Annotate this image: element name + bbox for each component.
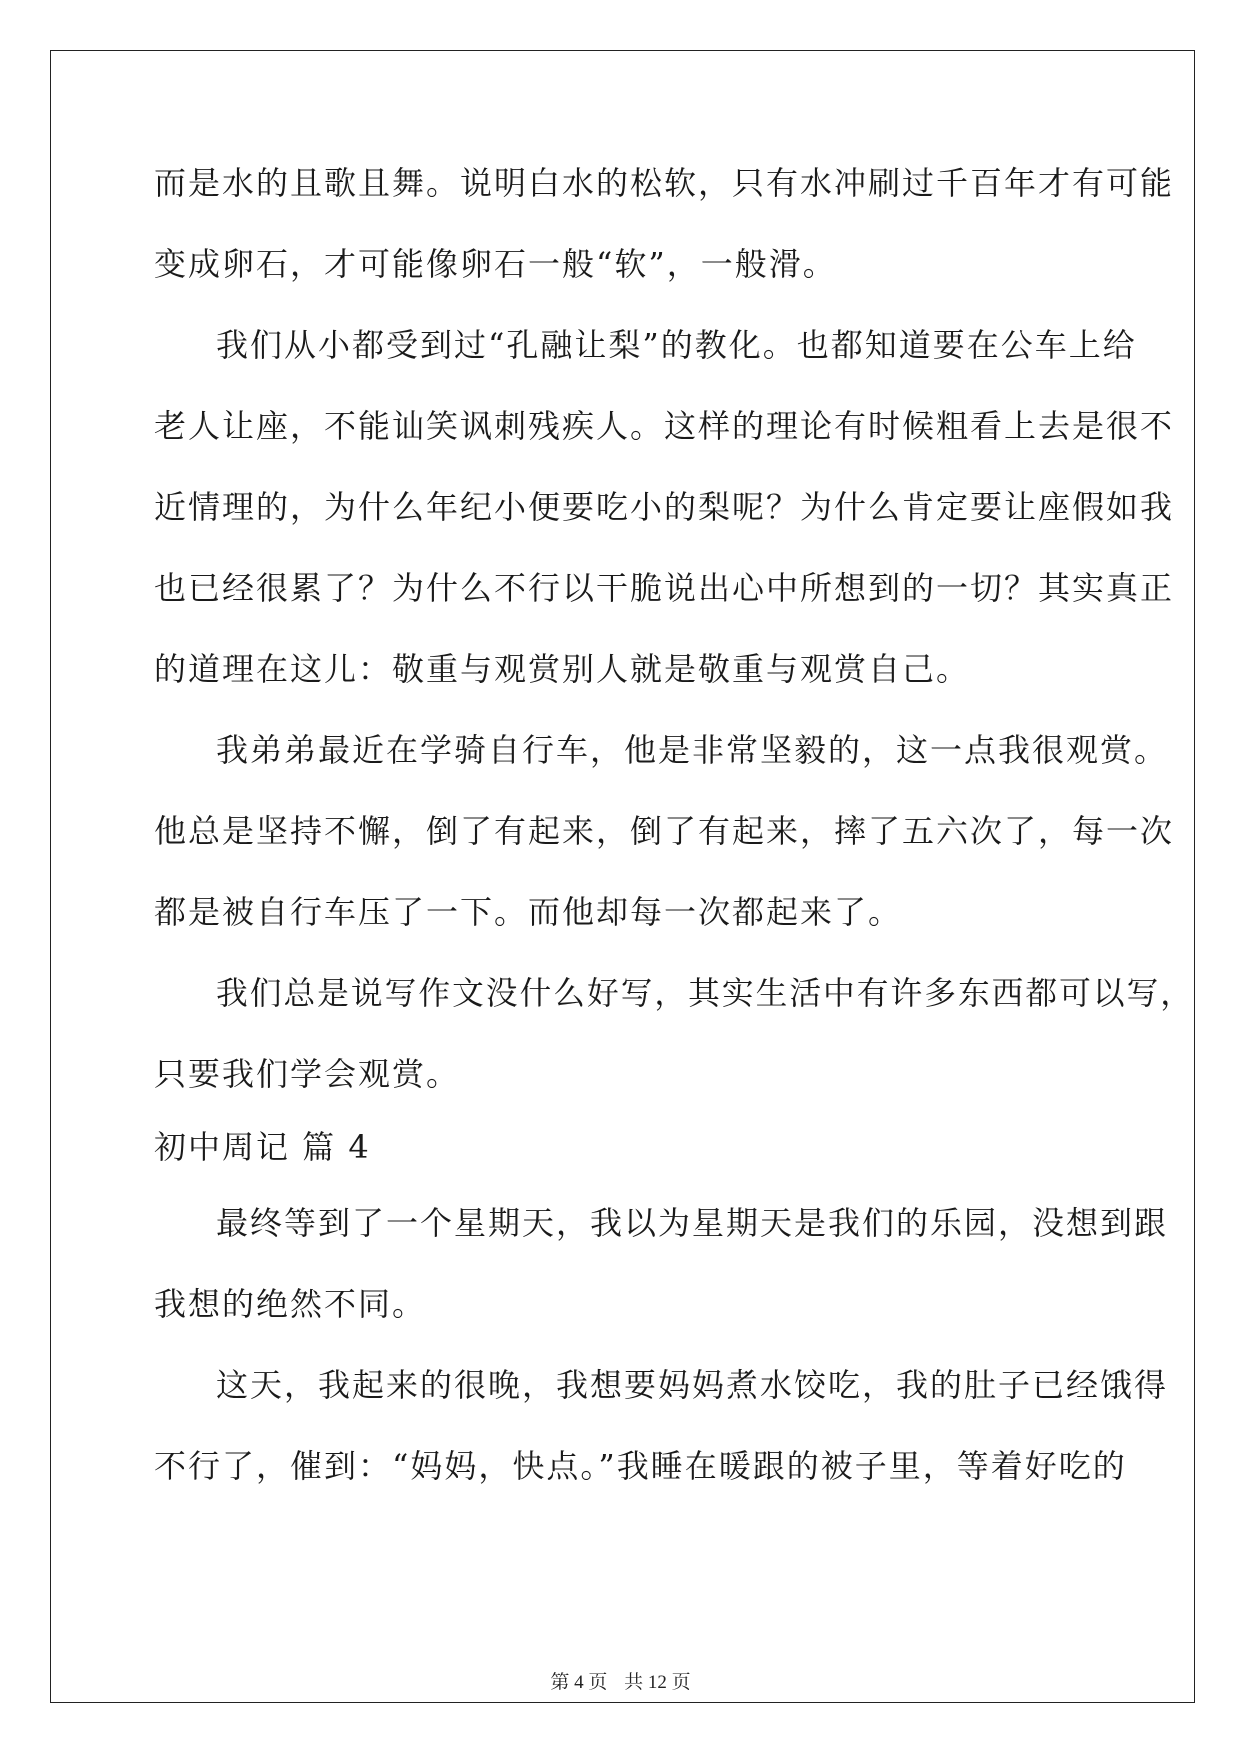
- page-number: 第 4 页: [550, 1672, 608, 1693]
- section-heading: 初中周记 篇 4: [154, 1128, 371, 1166]
- text-line: 我想的绝然不同。: [154, 1285, 427, 1323]
- page-total: 共 12 页: [624, 1672, 691, 1693]
- text-line: 不行了，催到：“妈妈，快点。”我睡在暖跟的被子里，等着好吃的: [154, 1447, 1127, 1485]
- text-line: 我们从小都受到过“孔融让梨”的教化。也都知道要在公车上给: [216, 326, 1137, 364]
- page-footer: [0, 1667, 1241, 1694]
- text-line: 的道理在这儿：敬重与观赏别人就是敬重与观赏自己。: [154, 650, 971, 688]
- text-line: 近情理的，为什么年纪小便要吃小的梨呢？为什么肯定要让座假如我: [154, 488, 1175, 526]
- text-line: 变成卵石，才可能像卵石一般“软”，一般滑。: [154, 245, 837, 283]
- text-line: 他总是坚持不懈，倒了有起来，倒了有起来，摔了五六次了，每一次: [154, 812, 1175, 850]
- text-line: 也已经很累了？为什么不行以干脆说出心中所想到的一切？其实真正: [154, 569, 1175, 607]
- text-line: 我们总是说写作文没什么好写，其实生活中有许多东西都可以写，: [216, 974, 1195, 1012]
- text-line: 只要我们学会观赏。: [154, 1055, 461, 1093]
- text-line: 最终等到了一个星期天，我以为星期天是我们的乐园，没想到跟: [216, 1204, 1169, 1242]
- text-line: 老人让座，不能讪笑讽刺残疾人。这样的理论有时候粗看上去是很不: [154, 407, 1175, 445]
- text-line: 都是被自行车压了一下。而他却每一次都起来了。: [154, 893, 903, 931]
- text-line: 而是水的且歌且舞。说明白水的松软，只有水冲刷过千百年才有可能: [154, 164, 1175, 202]
- text-line: 我弟弟最近在学骑自行车，他是非常坚毅的，这一点我很观赏。: [216, 731, 1169, 769]
- text-line: 这天，我起来的很晚，我想要妈妈煮水饺吃，我的肚子已经饿得: [216, 1366, 1169, 1404]
